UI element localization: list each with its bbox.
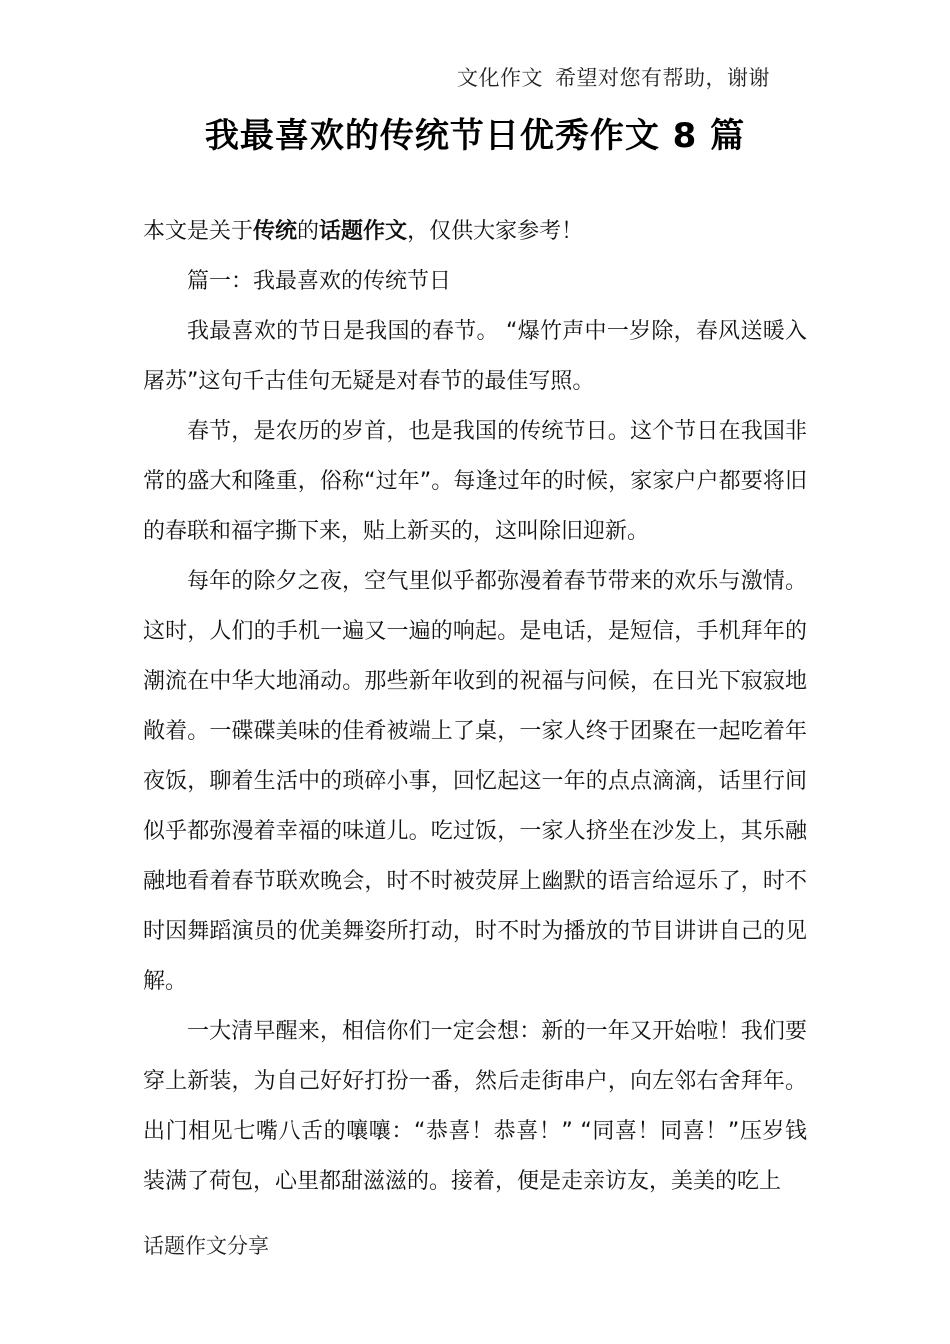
paragraph: 春节，是农历的岁首，也是我国的传统节日。这个节日在我国非常的盛大和隆重，俗称“过年”。每逢过年的时候，家家户户都要将旧的春联和福字撕下来，贴上新买的，这叫除旧迎新。	[143, 419, 807, 544]
section-heading: 篇一：我最喜欢的传统节日	[187, 269, 452, 294]
intro-text-post: ，仅供大家参考！	[407, 219, 584, 244]
page-header	[457, 62, 770, 92]
header-right-text: 希望对您有帮助，谢谢	[555, 66, 770, 90]
document-title: 我最喜欢的传统节日优秀作文 8 篇	[204, 116, 746, 156]
intro-text-pre: 本文是关于	[143, 219, 254, 244]
intro-text-mid: 的	[297, 219, 320, 244]
header-left-text: 文化作文	[457, 66, 543, 90]
page-footer: 话题作文分享	[143, 1234, 269, 1258]
paragraph: 每年的除夕之夜，空气里似乎都弥漫着春节带来的欢乐与激情。这时，人们的手机一遍又一遍的响起。是电话，是短信，手机拜年的潮流在中华大地涌动。那些新年收到的祝福与问候，在日光下寂寂地敞着。一碟碟美味的佳肴被端上了桌，一家人终于团聚在一起吃着年夜饭，聊着生活中的琐碎小事，回忆起这一年的点点滴滴，话里行间似乎都弥漫着幸福的味道儿。吃过饭，一家人挤坐在沙发上，其乐融融地看着春节联欢晚会，时不时被荧屏上幽默的语言给逗乐了，时不时因舞蹈演员的优美舞姿所打动，时不时为播放的节目讲讲自己的见解。	[143, 569, 807, 994]
intro-keyword-tradition: 传统	[253, 219, 298, 244]
intro-paragraph	[143, 207, 807, 257]
paragraph: 一大清早醒来，相信你们一定会想：新的一年又开始啦！我们要穿上新装，为自己好好打扮一番，然后走街串户，向左邻右舍拜年。出门相见七嘴八舌的嚷嚷：“恭喜！恭喜！” “同喜！同喜！”压岁钱装满了荷包，心里都甜滋滋的。接着，便是走亲访友，美美的吃上	[143, 1019, 807, 1194]
intro-keyword-topic-essay: 话题作文	[319, 219, 408, 244]
document-body	[143, 207, 807, 1207]
paragraph: 我最喜欢的节日是我国的春节。 “爆竹声中一岁除，春风送暖入屠苏”这句千古佳句无疑是对春节的最佳写照。	[143, 319, 807, 394]
